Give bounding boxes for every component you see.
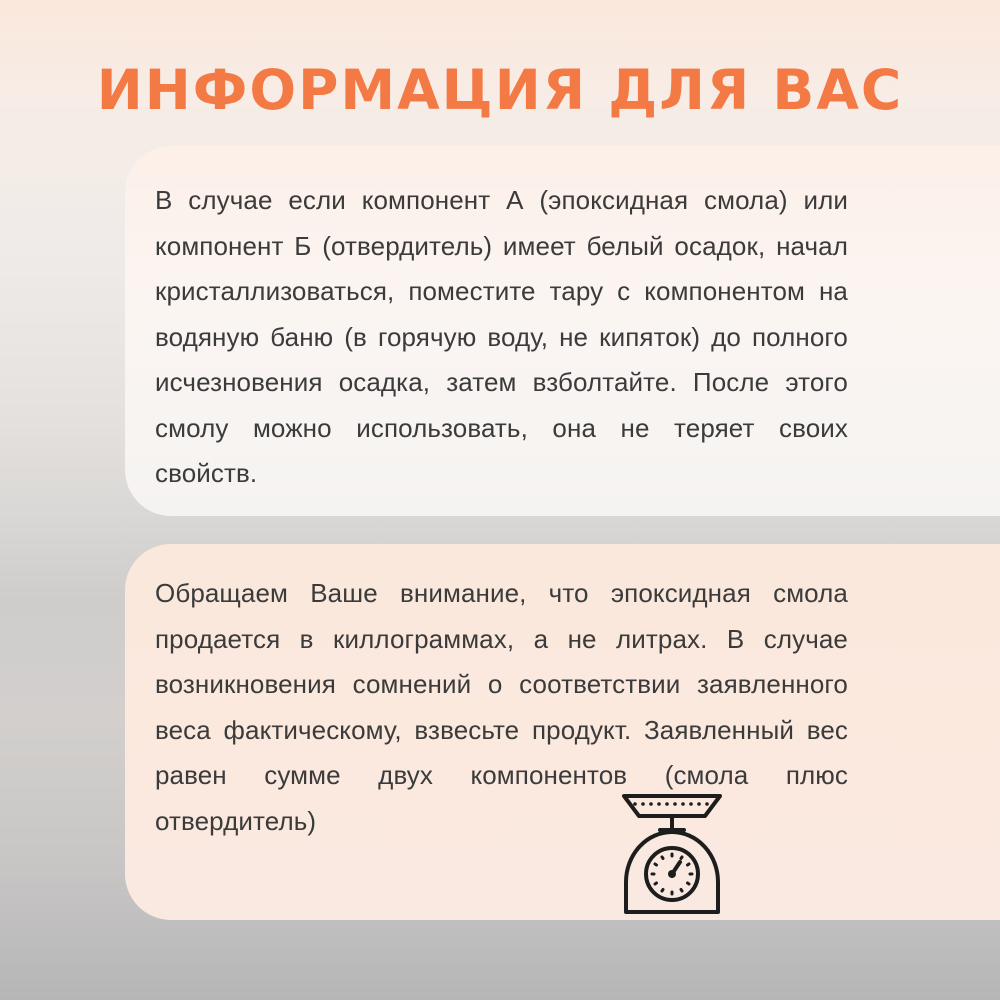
scale-bowl <box>624 796 720 816</box>
info-card-weight <box>125 544 1000 920</box>
kitchen-scale-icon <box>620 790 724 916</box>
info-card-crystallization <box>125 146 1000 516</box>
page-title: ИНФОРМАЦИЯ ДЛЯ ВАС <box>96 58 904 122</box>
info-card-text: Обращаем Ваше внимание, что эпоксидная смола продается в киллограммах, а не литрах. В случае возникновения сомнений о соответствии заявленного веса фактическому, взвесьте продукт. Заявленный вес равен сумме двух компонентов (смола плюс отвердитель) <box>155 578 848 836</box>
scale-needle-hub <box>668 870 676 878</box>
info-card-text: В случае если компонент А (эпоксидная смола) или компонент Б (отвердитель) имеет белый осадок, начал кристаллизоваться, поместите тару с компонентом на водяную баню (в горячую воду, не кипяток) до полного исчезновения осадка, затем взболтайте. После этого смолу можно использовать, она не теряет своих свойств. <box>155 185 848 488</box>
scale-bowl-dots <box>633 802 709 806</box>
